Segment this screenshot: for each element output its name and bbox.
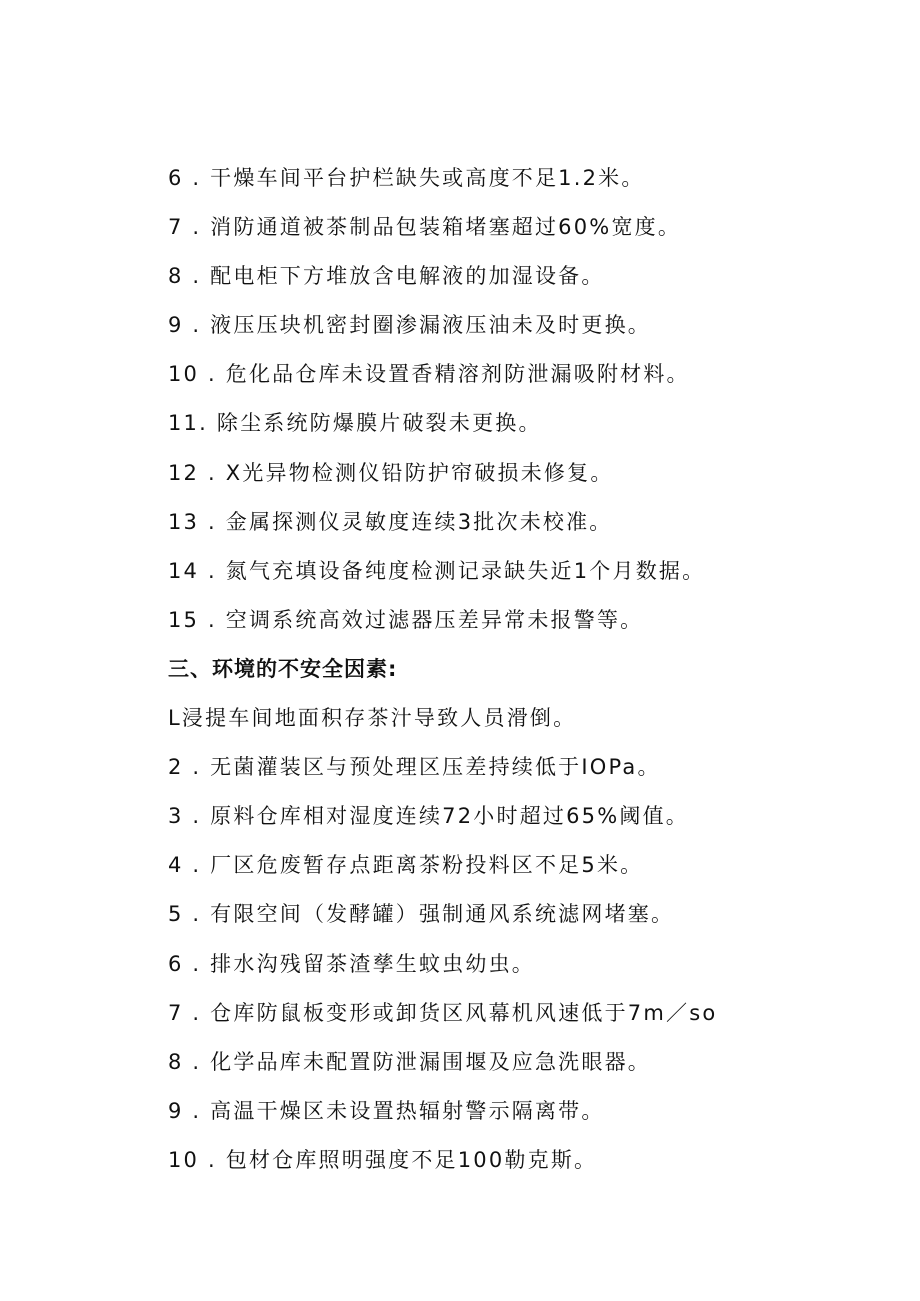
section-heading: 三、环境的不安全因素: xyxy=(168,656,398,681)
list-item: 9 . 液压压块机密封圈渗漏液压油未及时更换。 xyxy=(168,313,651,338)
list-item: 9 . 高温干燥区未设置热辐射警示隔离带。 xyxy=(168,1098,605,1123)
list-item: 3 . 原料仓库相对湿度连续72小时超过65%阈值。 xyxy=(168,804,689,829)
list-item: 11. 除尘系统防爆膜片破裂未更换。 xyxy=(168,411,542,436)
list-item: 5 . 有限空间（发酵罐）强制通风系统滤网堵塞。 xyxy=(168,902,675,927)
list-item: 10 . 危化品仓库未设置香精溶剂防泄漏吸附材料。 xyxy=(168,362,690,387)
list-item: 4 . 厂区危废暂存点距离茶粉投料区不足5米。 xyxy=(168,853,644,878)
document-body xyxy=(168,158,868,1189)
list-item: 6 . 排水沟残留茶渣孳生蚊虫幼虫。 xyxy=(168,951,535,976)
list-item: 7 . 仓库防鼠板变形或卸货区风幕机风速低于7m／so xyxy=(168,1000,718,1025)
list-item: 13 . 金属探测仪灵敏度连续3批次未校准。 xyxy=(168,509,613,534)
list-item: 8 . 化学品库未配置防泄漏围堰及应急洗眼器。 xyxy=(168,1049,651,1074)
list-item: 8 . 配电柜下方堆放含电解液的加湿设备。 xyxy=(168,264,605,289)
list-item: L浸提车间地面积存茶汁导致人员滑倒。 xyxy=(168,706,577,731)
list-item: 12 . X光异物检测仪铅防护帘破损未修复。 xyxy=(168,460,614,485)
list-item: 15 . 空调系统高效过滤器压差异常未报警等。 xyxy=(168,607,644,632)
list-item: 2 . 无菌灌装区与预处理区压差持续低于IOPa。 xyxy=(168,755,661,780)
list-item: 7 . 消防通道被茶制品包装箱堵塞超过60%宽度。 xyxy=(168,215,682,240)
list-item: 14 . 氮气充填设备纯度检测记录缺失近1个月数据。 xyxy=(168,558,706,583)
list-item: 6 . 干燥车间平台护栏缺失或高度不足1.2米。 xyxy=(168,166,645,190)
list-item: 10 . 包材仓库照明强度不足100勒克斯。 xyxy=(168,1147,598,1172)
